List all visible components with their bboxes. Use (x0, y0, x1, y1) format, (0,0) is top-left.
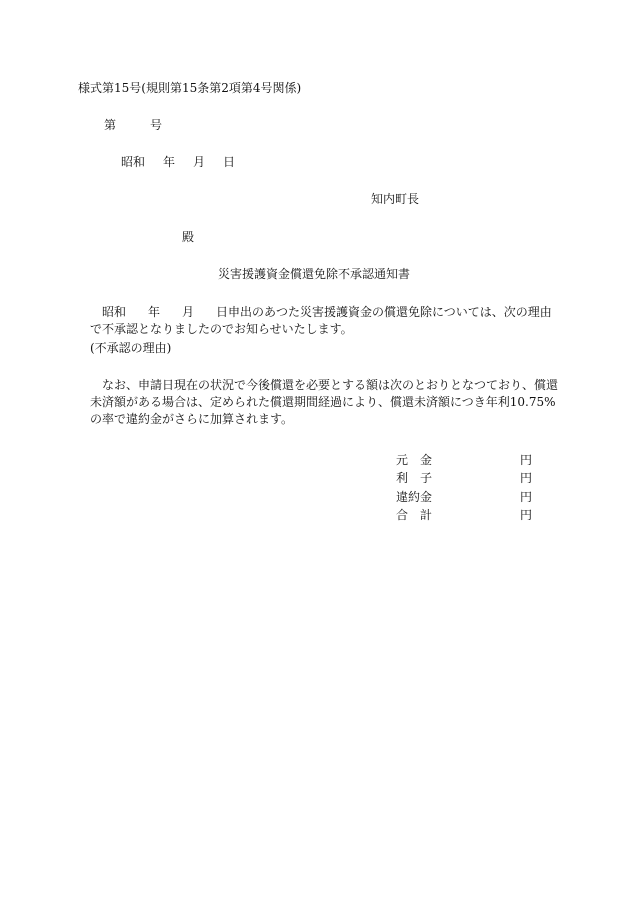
issuer-name: 知内町長 (371, 192, 420, 206)
date-era: 昭和 (121, 155, 146, 169)
number-suffix: 号 (150, 118, 163, 132)
form-reference: 様式第15号(規則第15条第2項第4号関係) (78, 81, 302, 95)
amount-row-total (396, 507, 536, 524)
note-paragraph (90, 377, 562, 428)
body-text: 日申出のあつた災害援護資金の償還免除については、次の理由で不承認となりましたのでお知らせいたします。 (90, 305, 552, 336)
amount-row-penalty (396, 489, 536, 506)
amount-unit: 円 (519, 490, 532, 504)
amount-label: 元 金 (396, 453, 433, 467)
issue-date-line (121, 154, 235, 171)
note-text: なお、申請日現在の状況で今後償還を必要とする額は次のとおりとなつており、償還未済額がある場合は、定められた償還期間経過により、償還未済額につき年利10.75%の率で違約金がさらに加算されます。 (90, 378, 559, 426)
reason-label: (不承認の理由) (90, 341, 172, 355)
document-title: 災害援護資金償還免除不承認通知書 (218, 267, 411, 281)
amount-row-interest (396, 470, 536, 487)
amount-label: 違約金 (396, 490, 433, 504)
amount-label: 合 計 (396, 508, 433, 522)
amount-unit: 円 (519, 508, 532, 522)
body-year: 年 (148, 305, 161, 319)
amount-label: 利 子 (396, 471, 433, 485)
amount-row-principal (396, 452, 536, 469)
amount-unit: 円 (519, 453, 532, 467)
date-day: 日 (223, 155, 236, 169)
addressee-suffix: 殿 (182, 230, 195, 244)
document-number-line (104, 117, 162, 134)
date-month: 月 (193, 155, 206, 169)
body-paragraph (90, 304, 562, 338)
amount-unit: 円 (519, 471, 532, 485)
date-year: 年 (163, 155, 176, 169)
body-month: 月 (182, 305, 195, 319)
body-era: 昭和 (102, 305, 127, 319)
number-prefix: 第 (104, 118, 117, 132)
